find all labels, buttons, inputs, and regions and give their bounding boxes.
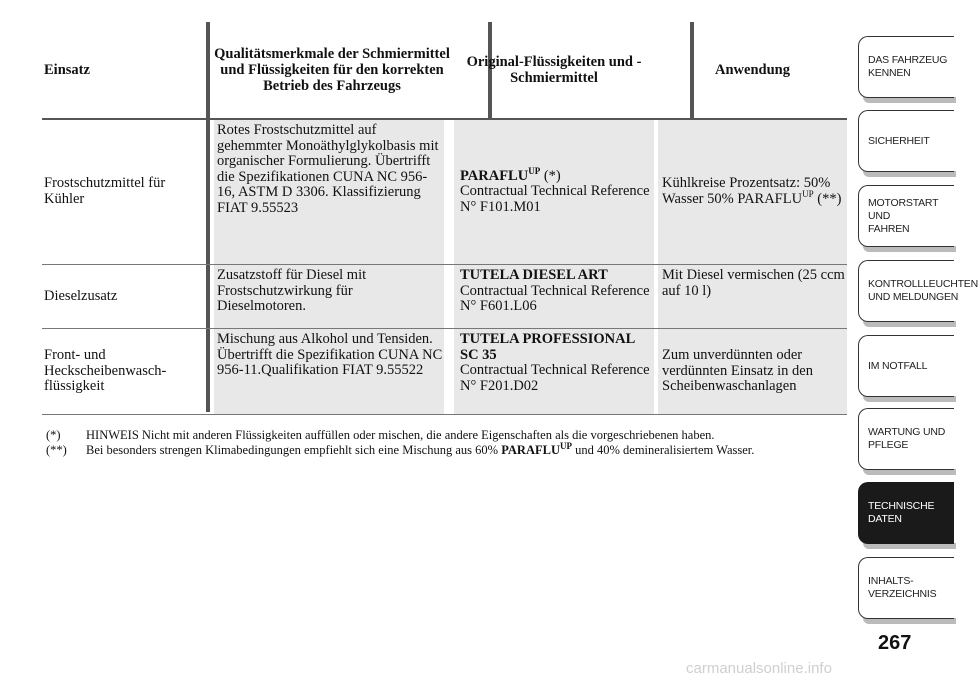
product-reference: Contractual Technical Reference N° F201.D02 <box>460 362 650 394</box>
product-reference: Contractual Technical Reference N° F601.L06 <box>460 282 650 315</box>
header-einsatz: Einsatz <box>44 62 90 78</box>
tab-motorstart-und-fahren[interactable]: MOTORSTART UND FAHREN <box>858 185 954 247</box>
cell-original <box>454 120 654 264</box>
product-name: TUTELA PROFESSIONAL SC 35 <box>460 331 635 363</box>
footnotes <box>46 428 836 458</box>
product-reference: Contractual Technical Reference N° F101.M01 <box>460 183 650 215</box>
cell-anwendung: Mit Diesel vermischen (25 ccm auf 10 l) <box>658 265 847 328</box>
footnote-mark: (*) <box>46 428 61 442</box>
header-anwendung: Anwendung <box>715 62 790 78</box>
cell-einsatz: Front- und Heckscheibenwasch-flüssigkeit <box>44 347 167 395</box>
tab-inhaltsverzeichnis[interactable]: INHALTS- VERZEICHNIS <box>858 557 954 619</box>
header-qualitaet: Qualitätsmerkmale der Schmiermittel und Flüssigkeiten für den korrekten Betrieb des Fahrzeugs <box>214 46 450 94</box>
cell-qualitaet: Rotes Frostschutzmittel auf gehemmter Monoäthylglykolbasis mit organischer Formulierung. Übertrifft die Spezifikationen CUNA NC 956-16, ASTM D 3306. Klassifizierung FIAT 9.55523 <box>214 120 444 264</box>
cell-einsatz: Dieselzusatz <box>44 287 118 304</box>
table-header <box>42 22 847 120</box>
tab-das-fahrzeug-kennen[interactable]: DAS FAHRZEUG KENNEN <box>858 36 954 98</box>
cell-einsatz: Frostschutzmittel für Kühler <box>44 175 166 207</box>
cell-anwendung: Kühlkreise Prozentsatz: 50% Wasser 50% $PARAFLU^{UP}$ (**) <box>658 120 847 264</box>
table-row <box>42 329 847 415</box>
cell-qualitaet: Zusatzstoff für Diesel mit Frostschutzwirkung für Dieselmotoren. <box>214 265 444 328</box>
footnote-text: HINWEIS Nicht mit anderen Flüssigkeiten auffüllen oder mischen, die andere Eigenschaften als die vorgeschriebenen haben. <box>86 428 715 442</box>
page-number: 267 <box>878 632 912 654</box>
footnote-text: Bei besonders strengen Klimabedingungen empfiehlt sich eine Mischung aus 60% $PARAFLU^{UP}$ und 40% demineralisiertem Wasser. <box>86 440 755 457</box>
footnote <box>46 428 836 443</box>
tab-technische-daten[interactable]: TECHNISCHE DATEN <box>858 482 954 544</box>
cell-original <box>454 329 654 414</box>
footnote-mark: (**) <box>46 443 67 457</box>
cell-anwendung: Zum unverdünnten oder verdünnten Einsatz in den Scheibenwaschanlagen <box>658 329 847 414</box>
tab-wartung-und-pflege[interactable]: WARTUNG UND PFLEGE <box>858 408 954 470</box>
tab-kontrollleuchten[interactable]: KONTROLLLEUCHTEN UND MELDUNGEN <box>858 260 954 322</box>
header-original: Original-Flüssigkeiten und -Schmiermittel <box>466 54 642 86</box>
product-name: TUTELA DIESEL ART <box>460 267 608 283</box>
cell-original <box>454 265 654 328</box>
footnote <box>46 440 836 458</box>
tab-im-notfall[interactable]: IM NOTFALL <box>858 335 954 397</box>
table-row <box>42 120 847 265</box>
cell-qualitaet: Mischung aus Alkohol und Tensiden. Übertrifft die Spezifikation CUNA NC 956-11.Qualifikation FIAT 9.55522 <box>214 329 444 414</box>
tab-sicherheit[interactable]: SICHERHEIT <box>858 110 954 172</box>
watermark: carmanualsonline.info <box>686 660 832 677</box>
table-row <box>42 265 847 329</box>
product-name: $PARAFLU^{UP}$ (*) <box>460 165 561 184</box>
lubricants-table <box>42 22 847 415</box>
